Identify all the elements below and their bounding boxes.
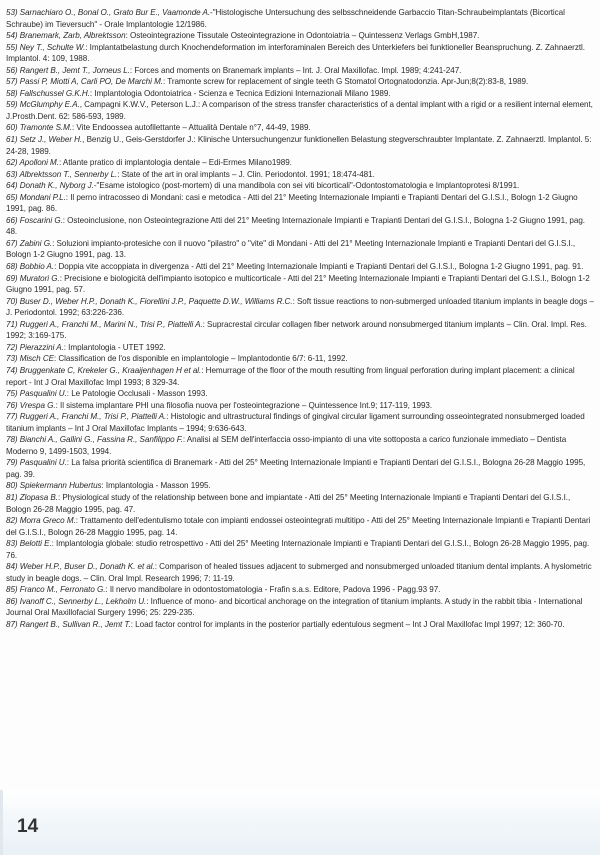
reference-authors: 71) Ruggeri A., Franchi M., Marini N., Trisi P., Piattelli A. <box>6 319 203 329</box>
reference-item <box>6 42 594 65</box>
reference-item <box>6 319 594 342</box>
reference-item <box>6 353 594 365</box>
reference-text: : Osteoinclusione, non Osteointegrazione Atti del 21° Meeting Internazionale Impianti e Trapianti Dentari del G.I.S.I., Bologna 1-2 Giugno 1991, pag. 48. <box>6 215 585 237</box>
reference-item <box>6 480 594 492</box>
reference-text: , Campagni K.W.V., Peterson L.J.: A comparison of the stress transfer characteristics of a dental implant with a rigid or a resilient internal element, J.Prosth.Dent. 62: 586-593, 1989. <box>6 100 593 121</box>
reference-text: : Hemurrage of the floor of the mouth resulting from lingual perforation during implant placement: a clinical report - Int J Oral Maxillofac Impl 1993; 8 329-34. <box>6 365 575 387</box>
reference-item <box>6 65 594 77</box>
reference-authors: 67) Zabini G. <box>6 238 53 248</box>
reference-item <box>6 215 594 238</box>
reference-item <box>6 492 594 515</box>
page-number: 14 <box>17 816 39 837</box>
reference-authors: 76) Vrespa G. <box>6 400 56 410</box>
reference-text: : Le Patologie Occlusali - Masson 1993. <box>66 389 208 399</box>
reference-item <box>6 411 594 434</box>
reference-item <box>6 365 594 388</box>
reference-text: : Il nervo mandibolare in odontostomatologia - Frafin s.a.s. Editore, Padova 1996 - Pagg.93 97. <box>105 585 441 595</box>
reference-list <box>6 7 594 631</box>
reference-text: : Influence of mono- and bicortical anchorage on the integration of titanium implants. A study in the rabbit tibia - International Journal Oral Maxillofacial Surgery 1996; 25: 229-235. <box>6 596 583 618</box>
reference-authors: 75) Pasqualini U. <box>6 389 67 399</box>
reference-authors: 73) Misch CE <box>6 354 54 364</box>
reference-text: : Atlante pratico di implantologia dentale – Edi-Ermes Milano1989. <box>58 158 292 168</box>
reference-authors: 77) Ruggeri A., Franchi M., Trisi P., Piattelli A. <box>6 412 167 422</box>
reference-text: : Comparison of healed tissues adjacent to submerged and nonsubmerged unloaded titanium dental implants. A hyslometric study in beagle dogs. – Clin. Oral Impl. Research 1996; 7: 11-19. <box>6 562 592 583</box>
reference-text: : Soft tissue reactions to non-submerged unloaded titanium implants in beagle dogs – J. Periodontol. 1992; 63:226-236. <box>6 296 594 318</box>
reference-text: : State of the art in oral implants – J. Clin. Periodontol. 1991; 18:474-481. <box>117 169 375 179</box>
reference-text: : Il perno intracosseo di Mondani: casi e metodica - Atti del 21° Meeting Internazionale Impianti e Trapianti Dentari del G.I.S.I., Bologn 1-2 Giugno 1991, pag. 86. <box>6 192 578 214</box>
reference-item <box>6 296 594 319</box>
reference-authors: 82) Morra Greco M. <box>6 516 76 526</box>
reference-authors: 83) Belotti E. <box>6 539 52 549</box>
reference-text: : Il sistema implantare PHI una filosofia nuova per l'osteointegrazione – Quintessence Int.9; 117-119, 1993. <box>55 400 433 410</box>
reference-text: : Histologic and ultrastructural findings of gingival circular ligament surrounding osseointegrated nonsubmerged loaded titanium implants – Int J Oral Maxillofac Implants – 1994; 9:636-643. <box>6 412 585 433</box>
reference-text: : Tramonte screw for replacement of single teeth G Stomatol Ortognatodonzia. Apr-Jun;8(2):83-8, 1989. <box>162 77 529 87</box>
reference-text: : Doppia vite accoppiata in divergenza - Atti del 21° Meeting Internazionale Impianti e Trapianti Dentari del G.I.S.I., Bologna 1-2 Giugno 1991, pag. 91. <box>54 262 584 272</box>
reference-text: : Implantologia - Masson 1995. <box>101 481 211 491</box>
reference-item <box>6 561 594 584</box>
reference-authors: 69) Muratori G. <box>6 273 60 283</box>
reference-item <box>6 342 594 354</box>
reference-item <box>6 457 594 480</box>
reference-text: -"Histologische Untersuchung des selbsschneidende Garbaccio Titan-Schraubeimplantats (Bicortical Schraube) im Tieversuch" - Orale Implantologie 12/1986. <box>6 8 565 29</box>
reference-text: : Supracrestal circular collagen fiber network around nonsubmerged titanium implants – Clin. Oral. Impl. Res. 1992; 3:169-175. <box>6 319 587 341</box>
reference-authors: 80) Spiekermann Hubertus <box>6 481 102 491</box>
reference-item <box>6 584 594 596</box>
reference-item <box>6 619 594 631</box>
reference-authors: 66) Foscarini G. <box>6 215 63 225</box>
reference-authors: 84) Weber H.P., Buser D., Donath K. et al. <box>6 562 155 572</box>
reference-item <box>6 169 594 181</box>
reference-item <box>6 30 594 42</box>
reference-text: : Precisione e biologicità dell'impianto isotopico e multicorticale - Atti del 21° Meeting Internazionale Impianti e Trapianti Dentari del G.I.S.I., Bologn 1-2 Giugno 1991, pag. 57. <box>6 273 590 295</box>
reference-item <box>6 538 594 561</box>
reference-authors: 63) Albrektsson T., Sennerby L. <box>6 169 118 179</box>
reference-authors: 68) Bobbio A. <box>6 262 55 272</box>
reference-text: : Implantatbelastung durch Knochendeformation im interforaminalen Bereich des Unterkiefers bei funktioneller Beanspruchung. Z. Zahnaerztl. Implantol. 4: 109, 1988. <box>6 42 585 64</box>
reference-item <box>6 134 594 157</box>
reference-authors: 79) Pasqualini U. <box>6 458 67 468</box>
reference-authors: 86) Ivanoff C., Sennerby L., Lekholm U. <box>6 596 147 606</box>
reference-authors: 59) McGlumphy E.A. <box>6 100 80 110</box>
reference-item <box>6 157 594 169</box>
reference-text: : Implantologia Odontoiatrica - Scienza e Tecnica Edizioni Internazionali Milano 1989. <box>89 88 391 98</box>
reference-text: , Benzig U., Geis-Gerstdorfer J.: Klinische Untersuchungenzur funktionellen Belastung stegverschraubter Implantate. Z. Zahnaerztl. Implantol. 5: 24-28, 1989. <box>6 135 592 156</box>
reference-authors: 58) Fallschussel G.K.H. <box>6 88 90 98</box>
reference-item <box>6 238 594 261</box>
reference-authors: 72) Pierazzini A. <box>6 342 64 352</box>
reference-item <box>6 99 594 122</box>
reference-text: : Soluzioni impianto-protesiche con il nuovo "pilastro" o "vite" di Mondani - Atti del 21° Meeting Internazionale Impianti e Trapianti Dentari del G.I.S.I., Bologn 1-2 Giugno 1991, pag. 13. <box>6 238 576 260</box>
reference-authors: 53) Sarnachiaro O., Bonal O., Grato Bur E., Vaamonde A. <box>6 8 211 17</box>
reference-authors: 65) Mondani P.L. <box>6 192 66 202</box>
reference-text: : Classification de l'os disponible en implantologie – Implantodontie 6/7: 6-11, 1992. <box>53 354 348 364</box>
reference-text: : La falsa priorità scientifica di Branemark - Atti del 25° Meeting Internazionale Impianti e Trapianti Dentari del G.I.S.I., Bologna 26-28 Maggio 1995, pag. 39. <box>6 458 586 479</box>
reference-authors: 85) Franco M., Ferronato G. <box>6 585 106 595</box>
reference-item <box>6 400 594 412</box>
reference-item <box>6 388 594 400</box>
reference-authors: 55) Ney T., Schulte W. <box>6 42 86 52</box>
reference-text: : Load factor control for implants in the posterior partially edentulous segment – Int J Oral Maxillofac Impl 1997; 12: 360-70. <box>130 619 565 629</box>
reference-text: : Analisi al SEM dell'interfaccia osso-impianto di una vite sottoposta a carico funzionale immediato – Dentista Moderno 9, 1499-1503, 1994. <box>6 435 567 456</box>
reference-item <box>6 261 594 273</box>
reference-authors: 54) Branemark, Zarb, Albrektsson <box>6 31 126 41</box>
reference-authors: 57) Passi P, Miotti A, Carli PO, De Marchi M. <box>6 77 163 87</box>
reference-text: : Osteointegrazione Tissutale Osteointegrazione in Odontoiatria – Quintessenz Verlags GmbH,1987. <box>125 31 480 41</box>
footer-band <box>0 790 600 855</box>
reference-item <box>6 596 594 619</box>
reference-text: : Vite Endoossea autofilettante – Attualità Dentale n°7, 44-49, 1989. <box>72 123 311 133</box>
reference-text: : Physiological study of the relationship between bone and impiantate - Atti del 25° Meeting Internazionale Impianti e Trapianti Dentari del G.I.S.I., Bologn 26-28 Maggio 1995, pag. 47. <box>6 492 571 514</box>
footer-rule <box>0 790 3 855</box>
reference-authors: 74) Bruggenkate C, Krekeler G., Kraaijenhagen H et al. <box>6 365 202 375</box>
reference-item <box>6 192 594 215</box>
reference-authors: 60) Tramonte S.M. <box>6 123 73 133</box>
reference-item <box>6 7 594 30</box>
reference-item <box>6 515 594 538</box>
reference-text: : Forces and moments on Branemark implants – Int. J. Oral Maxillofac. Impl. 1989; 4:241-247. <box>129 65 462 75</box>
reference-item <box>6 76 594 88</box>
reference-authors: 78) Bianchi A., Gallini G., Fassina R., Sanfilippo F. <box>6 435 183 445</box>
reference-authors: 64) Donath K., Nyborg J. <box>6 181 94 191</box>
reference-authors: 62) Apolloni M. <box>6 158 59 168</box>
reference-authors: 81) Zlopasa B. <box>6 492 58 502</box>
reference-authors: 70) Buser D., Weber H.P., Donath K., Fiorellini J.P., Paquette D.W., Williams R.C. <box>6 296 293 306</box>
reference-item <box>6 434 594 457</box>
reference-item <box>6 122 594 134</box>
reference-item <box>6 88 594 100</box>
reference-text: : Trattamento dell'edentulismo totale con impianti endossei osteointegrati multitipo - Atti del 25° Meeting Internazionale Impianti e Trapianti Dentari del G.I.S.I., Bologn 26-28 Maggio 1995, pag. 14. <box>6 516 591 537</box>
reference-text: : Implantologia globale: studio retrospettivo - Atti del 25° Meeting Internazionale Impianti e Trapianti Dentari del G.I.S.I., Bologn 26-28 Maggio 1995, pag. 76. <box>6 539 590 560</box>
reference-authors: 56) Rangert B., Jemt T., Jorneus L. <box>6 65 130 75</box>
reference-authors: 61) Setz J., Weber H. <box>6 135 83 145</box>
reference-text: : Implantologia - UTET 1992. <box>63 342 166 352</box>
reference-item <box>6 273 594 296</box>
reference-item <box>6 180 594 192</box>
reference-authors: 87) Rangert B., Sullivan R., Jemt T. <box>6 619 131 629</box>
reference-text: -"Esame istologico (post-mortem) di una mandibola con sei viti bicorticali"-Odontostomatologia e Implantoprotesi 8/1991. <box>93 181 520 191</box>
